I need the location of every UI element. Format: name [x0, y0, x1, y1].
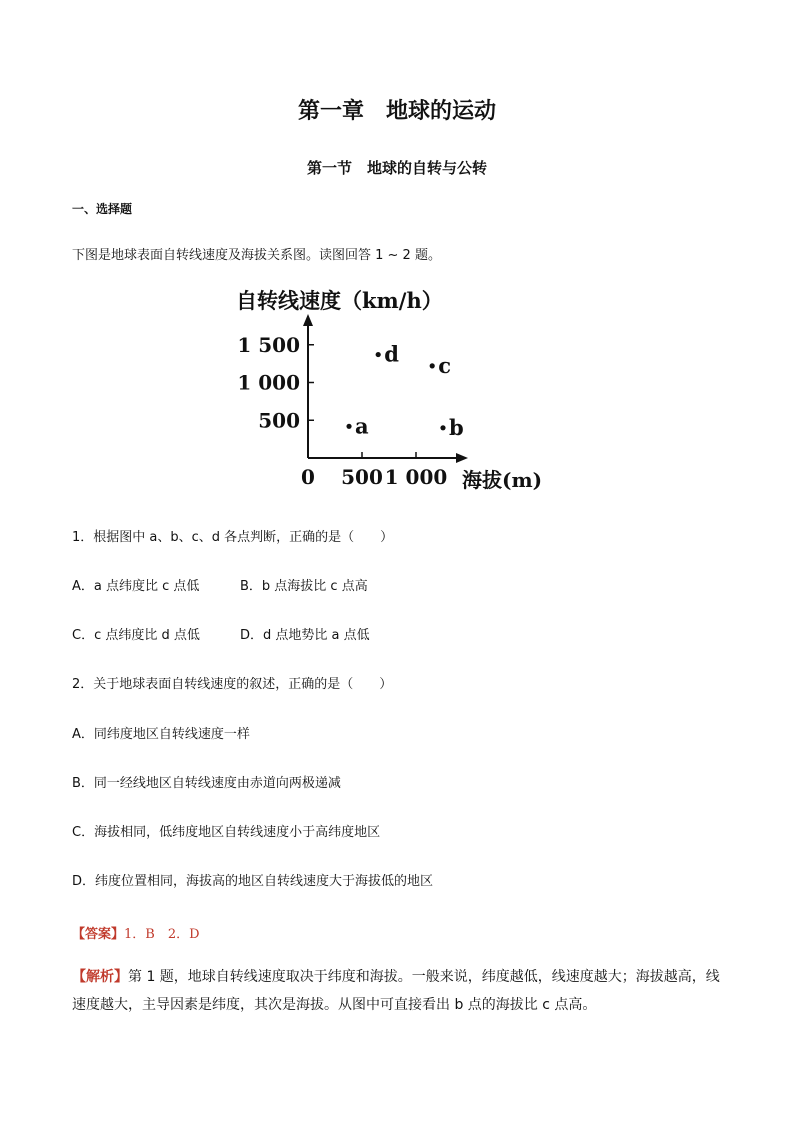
- q2-option-c[interactable]: C．海拔相同，低纬度地区自转线速度小于高纬度地区: [72, 825, 381, 840]
- point-label-c: c: [438, 352, 451, 378]
- answer-line: [72, 923, 200, 942]
- chapter-title: 第一章 地球的运动: [297, 98, 496, 124]
- q2-option-a[interactable]: A．同纬度地区自转线速度一样: [72, 727, 250, 742]
- y-axis-label: 自转线速度（km/h）: [236, 288, 443, 313]
- x-axis-arrow: [456, 453, 468, 463]
- point-d: [376, 352, 381, 357]
- x-axis-label: 海拔(m): [462, 468, 543, 492]
- x-tick-label: 1 000: [384, 465, 448, 489]
- analysis-paragraph: [72, 963, 727, 1019]
- q1-option-b[interactable]: B．b 点海拔比 c 点高: [240, 579, 368, 594]
- q1-option-c[interactable]: C．c 点纬度比 d 点低: [72, 628, 200, 643]
- intro-text: 下图是地球表面自转线速度及海拔关系图。读图回答 1 ~ 2 题。: [72, 248, 441, 263]
- q2-stem: 2．关于地球表面自转线速度的叙述，正确的是（ ）: [72, 677, 393, 692]
- x-tick-label: 500: [341, 465, 383, 489]
- speed-altitude-chart: [228, 280, 558, 500]
- point-label-d: d: [384, 341, 399, 367]
- point-b: [440, 425, 445, 430]
- point-label-a: a: [355, 413, 369, 439]
- point-a: [346, 424, 351, 429]
- question-type-heading: 一、选择题: [72, 202, 133, 216]
- point-c: [430, 363, 435, 368]
- q2-option-d[interactable]: D．纬度位置相同，海拔高的地区自转线速度大于海拔低的地区: [72, 874, 434, 889]
- section-title: 第一节 地球的自转与公转: [306, 159, 487, 177]
- q1-stem: 1．根据图中 a、b、c、d 各点判断，正确的是（ ）: [72, 530, 394, 545]
- analysis-text: 第 1 题，地球自转线速度取决于纬度和海拔。一般来说，纬度越低，线速度越大；海拔越高，线速度越大，主导因素是纬度，其次是海拔。从图中可直接看出 b 点的海拔比 c 点高。: [72, 969, 720, 1013]
- y-tick-label: 1 000: [237, 370, 300, 395]
- analysis-tag: 【解析】: [72, 969, 128, 985]
- x-tick-label: 0: [301, 465, 315, 489]
- answer-text: 1．B 2．D: [124, 927, 200, 942]
- y-tick-label: 500: [258, 408, 300, 433]
- y-tick-label: 1 500: [237, 332, 300, 357]
- q1-option-a[interactable]: A．a 点纬度比 c 点低: [72, 579, 200, 594]
- y-axis-arrow: [303, 314, 313, 326]
- answer-tag: 【答案】: [72, 927, 125, 942]
- q1-option-d[interactable]: D．d 点地势比 a 点低: [240, 628, 370, 643]
- point-label-b: b: [449, 414, 464, 440]
- q2-option-b[interactable]: B．同一经线地区自转线速度由赤道向两极递减: [72, 776, 341, 791]
